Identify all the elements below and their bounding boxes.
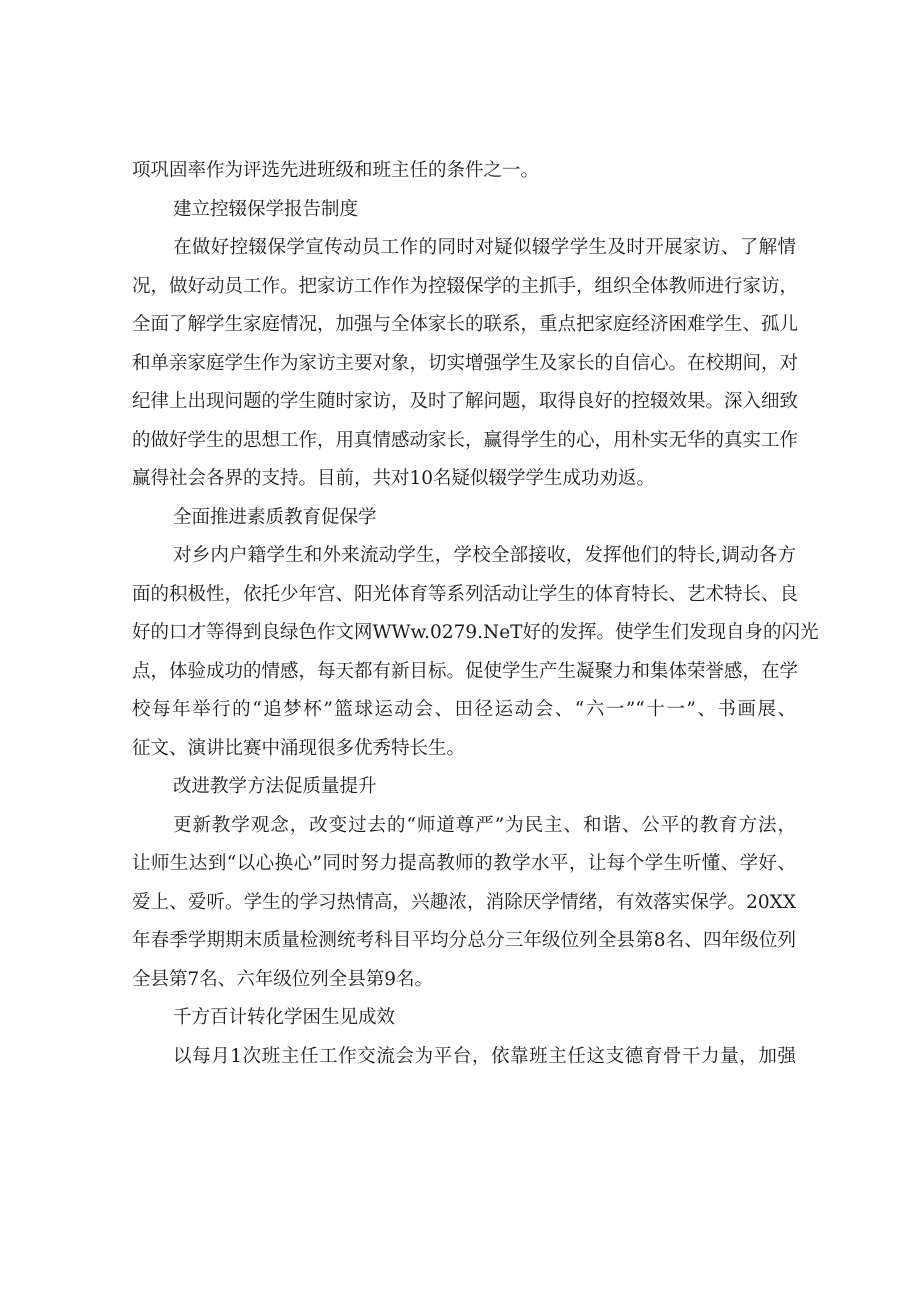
text-line: 项巩固率作为评选先进班级和班主任的条件之一。 xyxy=(132,160,540,181)
text-line: 面的积极性，依托少年宫、阳光体育等系列活动让学生的体育特长、艺术特长、良 xyxy=(132,583,799,605)
text-line: 让师生达到“以心换心”同时努力提高教师的教学水平，让每个学生听懂、学好、 xyxy=(132,853,796,874)
intro-paragraph xyxy=(132,152,796,191)
section-heading: 改进教学方法促质量提升 xyxy=(173,776,377,797)
section-paragraph xyxy=(132,537,819,768)
text-line: 赢得社会各界的支持。目前，共对10名疑似辍学学生成功劝返。 xyxy=(132,468,656,489)
text-line: 好的口才等得到良绿色作文网WWw.0279.NeT好的发挥。使学生们发现自身的闪光 xyxy=(132,622,819,643)
section-paragraph xyxy=(132,229,799,499)
text-line: 爱上、爱听。学生的学习热情高，兴趣浓，消除厌学情绪，有效落实保学。20XX xyxy=(132,891,796,913)
section-control-dropout-report xyxy=(132,191,799,499)
text-line: 点，体验成功的情感，每天都有新目标。促使学生产生凝聚力和集体荣誉感，在学 xyxy=(132,660,799,682)
text-line: 对乡内户籍学生和外来流动学生，学校全部接收，发挥他们的特长,调动各方 xyxy=(173,545,796,566)
text-line: 全县第7名、六年级位列全县第9名。 xyxy=(132,968,434,990)
text-line: 纪律上出现问题的学生随时家访，及时了解问题，取得良好的控辍效果。深入细致 xyxy=(132,391,799,412)
text-line: 全面了解学生家庭情况，加强与全体家长的联系，重点把家庭经济困难学生、孤儿 xyxy=(132,314,799,335)
text-line: 的做好学生的思想工作，用真情感动家长，赢得学生的心，用朴实无华的真实工作 xyxy=(132,429,799,451)
text-line: 年春季学期期末质量检测统考科目平均分总分三年级位列全县第8名、四年级位列 xyxy=(132,930,796,951)
text-line: 校每年举行的“追梦杯”篮球运动会、田径运动会、“六一”“十一”、书画展、 xyxy=(132,699,796,720)
text-line: 况，做好动员工作。把家访工作作为控辍保学的主抓手，组织全体教师进行家访， xyxy=(132,275,799,297)
section-paragraph xyxy=(132,1038,796,1077)
text-line: 以每月1次班主任工作交流会为平台，依靠班主任这支德育骨干力量，加强 xyxy=(173,1045,796,1067)
section-teaching-methods xyxy=(132,768,796,999)
document-body xyxy=(132,152,819,1076)
section-heading: 建立控辍保学报告制度 xyxy=(173,198,359,220)
text-line: 在做好控辍保学宣传动员工作的同时对疑似辍学学生及时开展家访、了解情 xyxy=(173,237,796,258)
section-paragraph xyxy=(132,807,796,1000)
text-line: 和单亲家庭学生作为家访主要对象，切实增强学生及家长的自信心。在校期间，对 xyxy=(132,352,799,374)
text-line: 征文、演讲比赛中涌现很多优秀特长生。 xyxy=(132,737,466,759)
section-quality-education xyxy=(132,499,819,769)
section-heading: 全面推进素质教育促保学 xyxy=(173,506,377,528)
section-heading: 千方百计转化学困生见成效 xyxy=(173,1007,396,1028)
text-line: 更新教学观念，改变过去的“师道尊严”为民主、和谐、公平的教育方法， xyxy=(173,814,796,836)
section-struggling-students xyxy=(132,999,796,1076)
